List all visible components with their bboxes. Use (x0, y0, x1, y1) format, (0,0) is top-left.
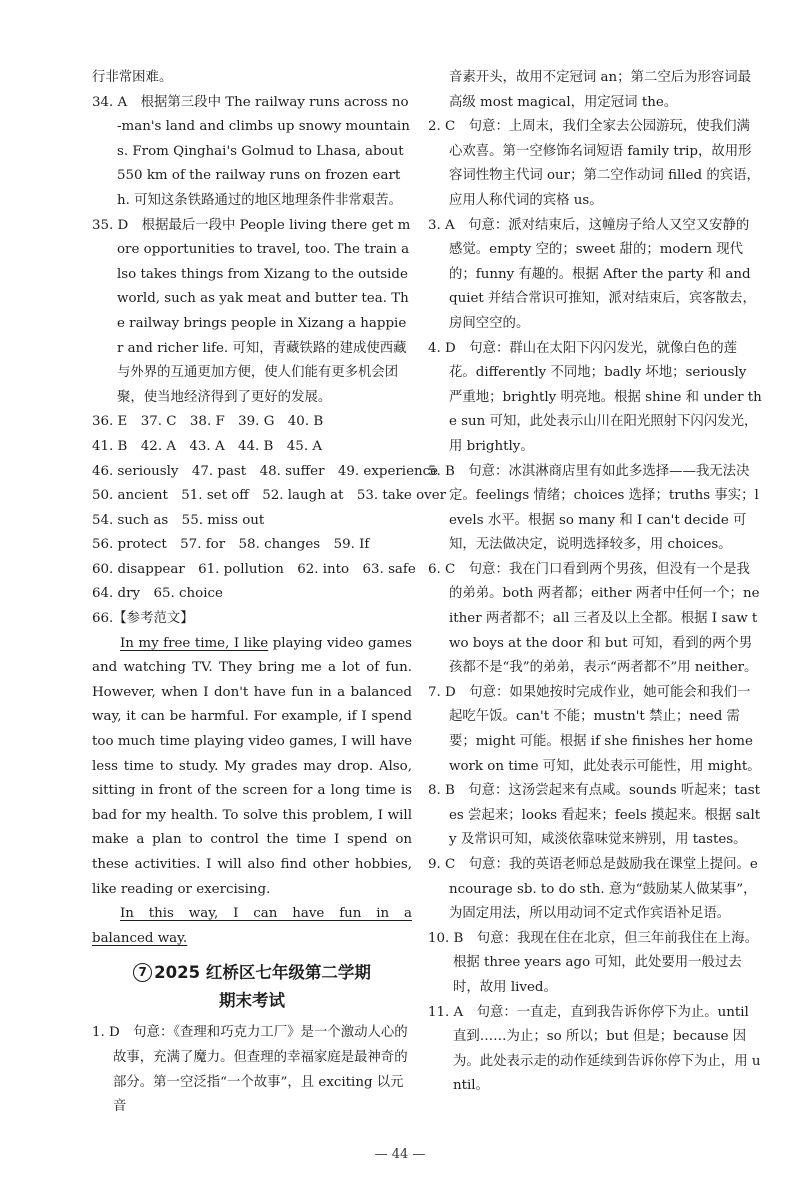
answers-41-45: 41. B 42. A 43. A 44. B 45. A (92, 438, 323, 454)
answers-46-49: 46. seriously 47. past 48. suffer 49. experience (92, 463, 439, 479)
essay-paragraph-1-text: playing video games and watching TV. They bring me a lot of fun. However, when I don't have fun in a balanced way, it can be harmful. For example, if I spend too much time playing video games, I will have less time to study. My grades may drop. Also, sitting in front of the screen for a long time is bad for my health. To solve this problem, I will make a plan to control the time I spend on these activities. I will also find other hobbies, like reading or exercising. (92, 635, 412, 897)
answer-9: 9. C 句意：我的英语老师总是鼓励我在课堂上提问。encourage sb. to do sth. 意为“鼓励某人做某事”，为固定用法，所以用动词不定式作宾语补足语。 (428, 857, 758, 922)
answer-7: 7. D 句意：如果她按时完成作业，她可能会和我们一起吃午饭。can't 不能；mustn't 禁止；need 需要；might 可能。根据 if she finishes her homework on time 可知，此处表示可能性，用 might。 (428, 684, 761, 774)
right-column (428, 66, 762, 1099)
essay-paragraph-1 (92, 632, 412, 903)
section-title (92, 959, 412, 987)
answers-36-40: 36. E 37. C 38. F 39. G 40. B (92, 414, 324, 430)
answers-50-53: 50. ancient 51. set off 52. laugh at 53. take over (92, 488, 447, 504)
essay-paragraph-2-line-1 (92, 902, 412, 927)
answer-4: 4. D 句意：群山在太阳下闪闪发光，就像白色的莲花。differently 不同地；badly 坏地；seriously 严重地；brightly 明亮地。根据 shine 和 under the sun 可知，此处表示山川在阳光照射下闪闪发光，用 brightly。 (428, 340, 762, 454)
essay-closing-underlined-2: balanced way. (92, 930, 188, 946)
answer-5: 5. B 句意：冰淇淋商店里有如此多选择——我无法决定。feelings 情绪；choices 选择；truths 事实；levels 水平。根据 so many 和 I can't decide 可知，无法做决定，说明选择较多，用 choices。 (428, 463, 759, 553)
answers-60-63: 60. disappear 61. pollution 62. into 63. safe (92, 561, 416, 577)
answer-8: 8. B 句意：这汤尝起来有点咸。sounds 听起来；tastes 尝起来；looks 看起来；feels 摸起来。根据 salty 及常识可知，咸淡依靠味觉来辨别，用 tastes。 (428, 783, 761, 848)
page-number: — 44 — (374, 1147, 426, 1162)
answer-2: 2. C 句意：上周末，我们全家去公园游玩，使我们满心欢喜。第一空修饰名词短语 family trip，故用形容词性物主代词 our；第二空作动词 filled 的宾语，应用人称代词的宾格 us。 (428, 119, 760, 208)
answers-54-55: 54. such as 55. miss out (92, 512, 265, 528)
q33-continuation: 行非常困难。 (92, 70, 173, 85)
answer-1: 1. D 句意：《查理和巧克力工厂》是一个激动人心的故事，充满了魔力。但查理的幸福家庭是最神奇的部分。第一空泛指“一个故事”，且 exciting 以元音 (92, 1025, 408, 1115)
answer-1-continuation: 音素开头，故用不定冠词 an；第二空后为形容词最高级 most magical，用定冠词 the。 (449, 70, 752, 110)
answers-64-65: 64. dry 65. choice (92, 586, 223, 602)
answer-3: 3. A 句意：派对结束后，这幢房子给人又空又安静的感觉。empty 空的；sweet 甜的；modern 现代的；funny 有趣的。根据 After the party 和 and quiet 并结合常识可推知，派对结束后，宾客散去，房间空空的。 (428, 217, 756, 331)
essay-paragraph-2-line-2 (92, 927, 412, 952)
answer-6: 6. C 句意：我在门口看到两个男孩，但没有一个是我的弟弟。both 两者都；either 两者中任何一个；neither 两者都不；all 三者及以上全都。根据 I saw two boys at the door 和 but 可知，看到的两个男孩都不是“我”的弟弟，表示“两者都不”用 neither。 (428, 561, 760, 676)
left-column (92, 66, 447, 1120)
essay-underlined-opening: In my free time, I like (120, 635, 269, 651)
answer-10: 10. B 句意：我现在住在北京，但三年前我住在上海。根据 three years ago 可知，此处要用一般过去时，故用 lived。 (428, 930, 758, 995)
circled-number-7: 7 (133, 963, 152, 982)
answer-11: 11. A 句意：一直走，直到我告诉你停下为止。until 直到……为止；so 所以；but 但是；because 因为。此处表示走的动作延续到告诉你停下为止，用 until。 (428, 1004, 761, 1094)
answer-35: 35. D 根据最后一段中 People living there get more opportunities to travel, too. The train also takes things from Xizang to the outside world, such as yak meat and butter tea. The railway brings people in Xizang a happier and richer life. 可知，青藏铁路的建成使西藏与外界的互通更加方便，使人们能有更多机会团聚，使当地经济得到了更好的发展。 (92, 217, 411, 405)
essay-closing-underlined-1: In this way, I can have fun in a (120, 906, 412, 922)
answers-56-59: 56. protect 57. for 58. changes 59. If (92, 537, 370, 553)
essay-label: 66.【参考范文】 (92, 611, 194, 627)
answer-34: 34. A 根据第三段中 The railway runs across no-man's land and climbs up snowy mountains. From Qinghai's Golmud to Lhasa, about 550 km of the railway runs on frozen earth. 可知这条铁路通过的地区地理条件非常艰苦。 (92, 94, 410, 208)
section-title-line-1: 2025 红桥区七年级第二学期 (154, 963, 371, 983)
section-subtitle: 期末考试 (219, 991, 285, 1011)
